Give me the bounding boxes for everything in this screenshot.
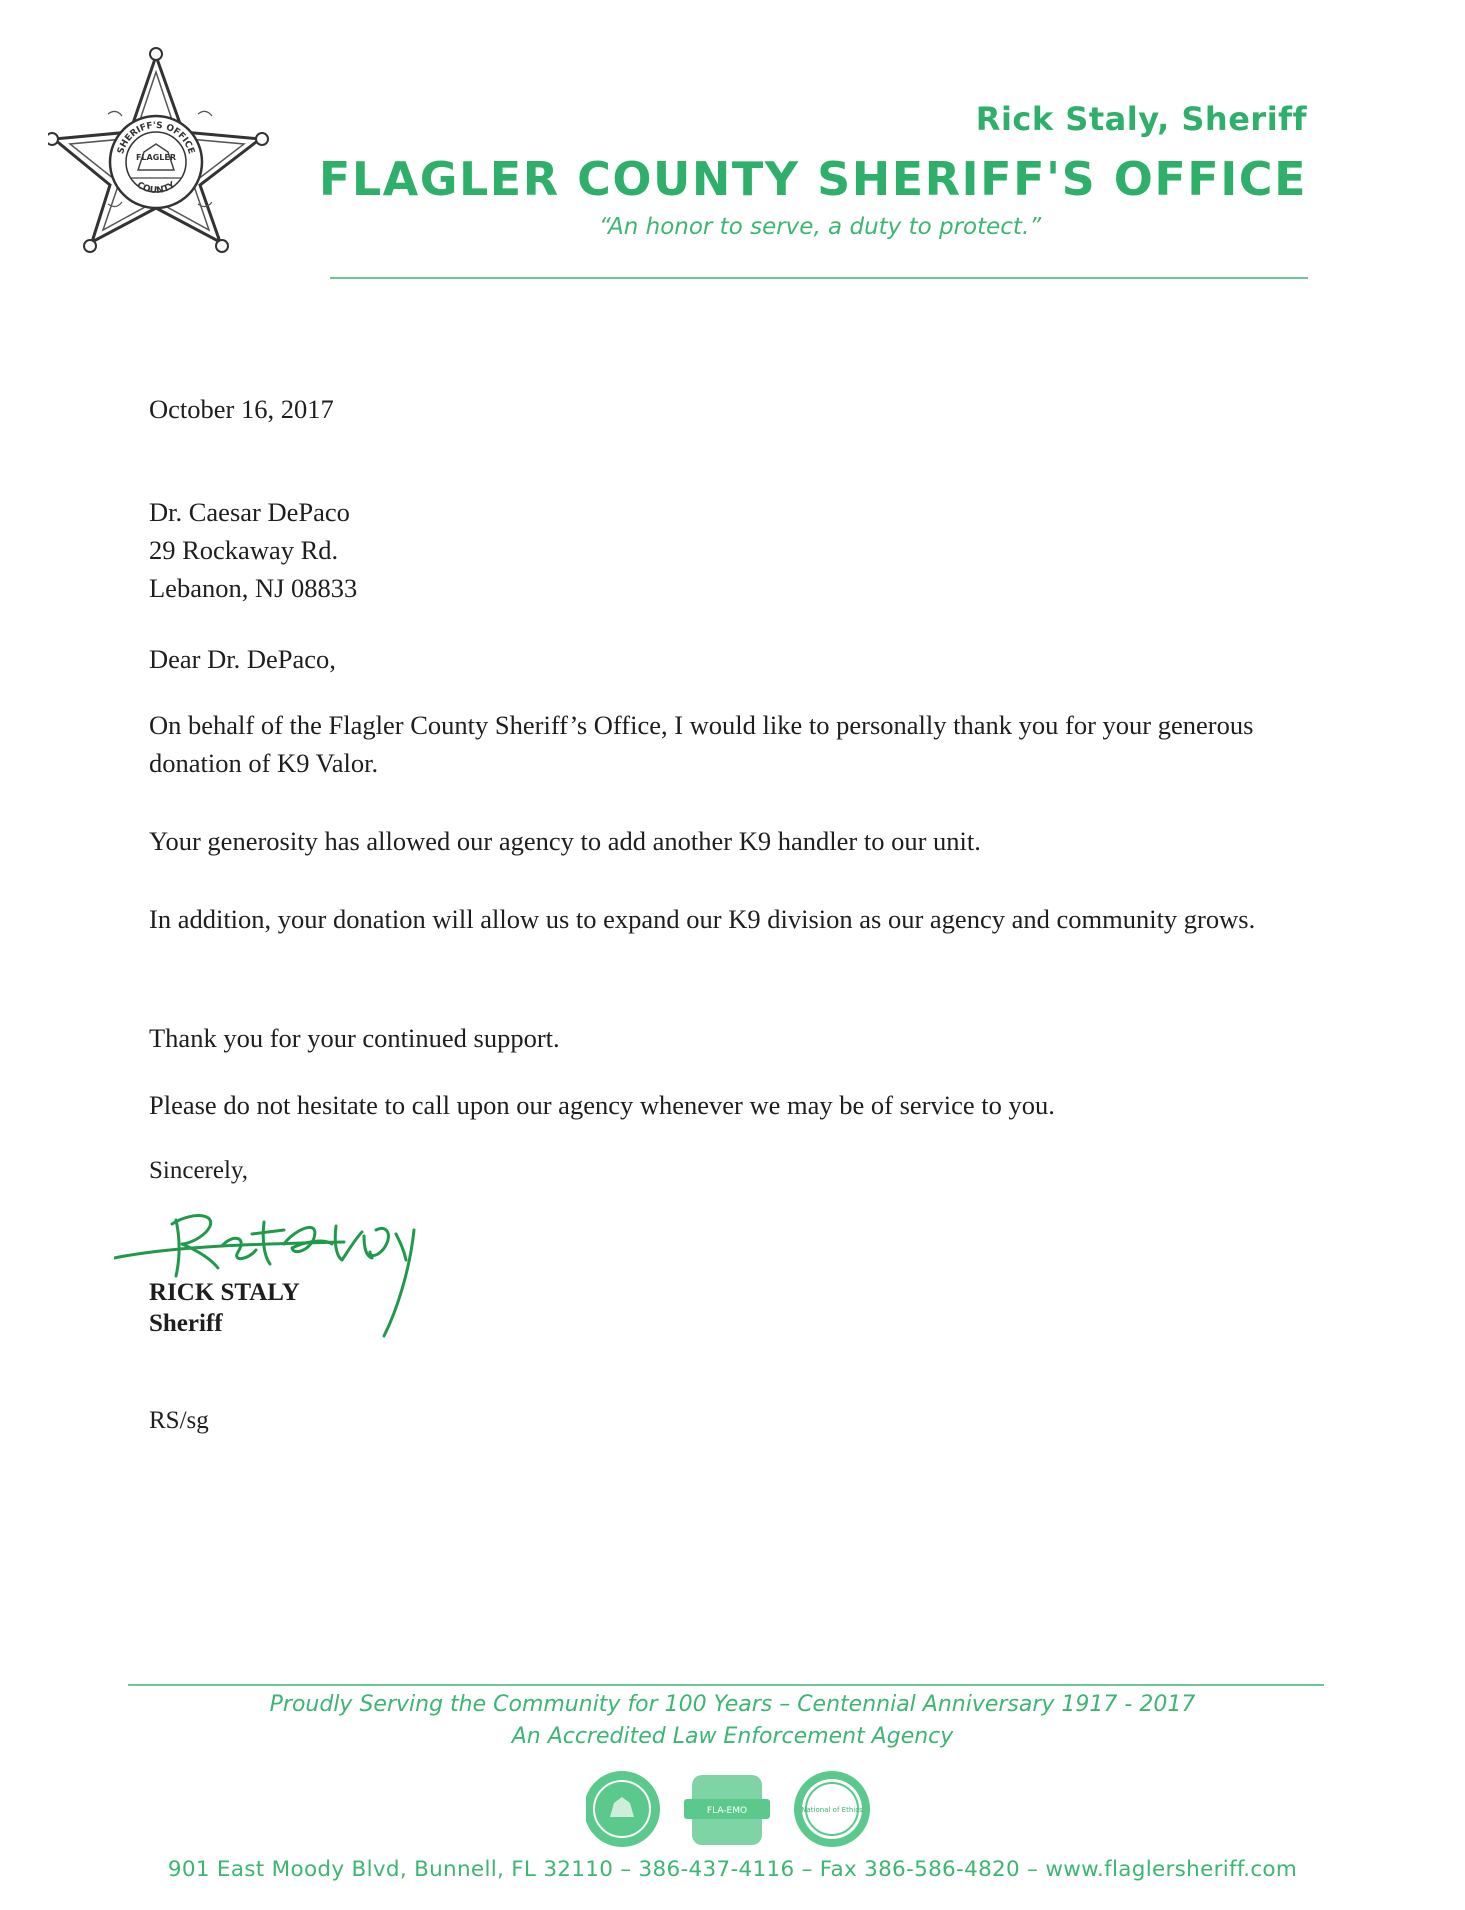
accreditation-seals bbox=[586, 1765, 876, 1855]
signer-title: Sheriff bbox=[149, 1310, 223, 1337]
office-motto: “An honor to serve, a duty to protect.” bbox=[598, 214, 1042, 240]
footer-divider bbox=[128, 1684, 1324, 1686]
closing: Sincerely, bbox=[149, 1157, 249, 1184]
body-paragraph: Please do not hesitate to call upon our agency whenever we may be of service to you. bbox=[149, 1090, 1055, 1120]
sheriff-star-badge-icon bbox=[48, 44, 276, 264]
sheriff-name: Rick Staly, Sheriff bbox=[975, 100, 1307, 138]
body-paragraph: On behalf of the Flagler County Sheriff’s Office, I would like to personally thank you for your generous donation of K9 Valor. bbox=[149, 710, 1254, 778]
footer-accreditation-line: An Accredited Law Enforcement Agency bbox=[511, 1724, 954, 1749]
footer-centennial-line: Proudly Serving the Community for 100 Years – Centennial Anniversary 1917 - 2017 bbox=[269, 1692, 1196, 1717]
recipient-street: 29 Rockaway Rd. bbox=[149, 535, 339, 565]
header-divider bbox=[330, 277, 1308, 279]
recipient-city: Lebanon, NJ 08833 bbox=[149, 573, 358, 603]
office-title: FLAGLER COUNTY SHERIFF'S OFFICE bbox=[318, 152, 1307, 206]
signer-name: RICK STALY bbox=[149, 1279, 300, 1306]
body-paragraph: In addition, your donation will allow us to expand our K9 division as our agency and community grows. bbox=[149, 904, 1256, 934]
badge-bottom-text: COUNTY bbox=[134, 180, 178, 197]
fla-emo-seal-icon bbox=[684, 1775, 770, 1845]
recipient-name: Dr. Caesar DePaco bbox=[149, 497, 350, 527]
body-paragraph: Your generosity has allowed our agency to add another K9 handler to our unit. bbox=[149, 826, 981, 856]
letter-date: October 16, 2017 bbox=[149, 394, 334, 424]
ethics-seal-icon bbox=[794, 1771, 870, 1847]
badge-top-text: SHERIFF'S OFFICE bbox=[116, 120, 196, 156]
fla-emo-label: FLA-EMO bbox=[706, 1806, 748, 1816]
ethics-label: National of Ethics bbox=[801, 1806, 863, 1814]
salutation: Dear Dr. DePaco, bbox=[149, 644, 336, 674]
footer-contact-info: 901 East Moody Blvd, Bunnell, FL 32110 – 386-437-4116 – Fax 386-586-4820 – www.flaglersheriff.com bbox=[167, 1857, 1298, 1882]
badge-middle-text: FLAGLER bbox=[135, 153, 177, 162]
body-paragraph: Thank you for your continued support. bbox=[149, 1023, 560, 1053]
state-seal-icon bbox=[586, 1771, 660, 1847]
typist-initials: RS/sg bbox=[149, 1407, 209, 1434]
